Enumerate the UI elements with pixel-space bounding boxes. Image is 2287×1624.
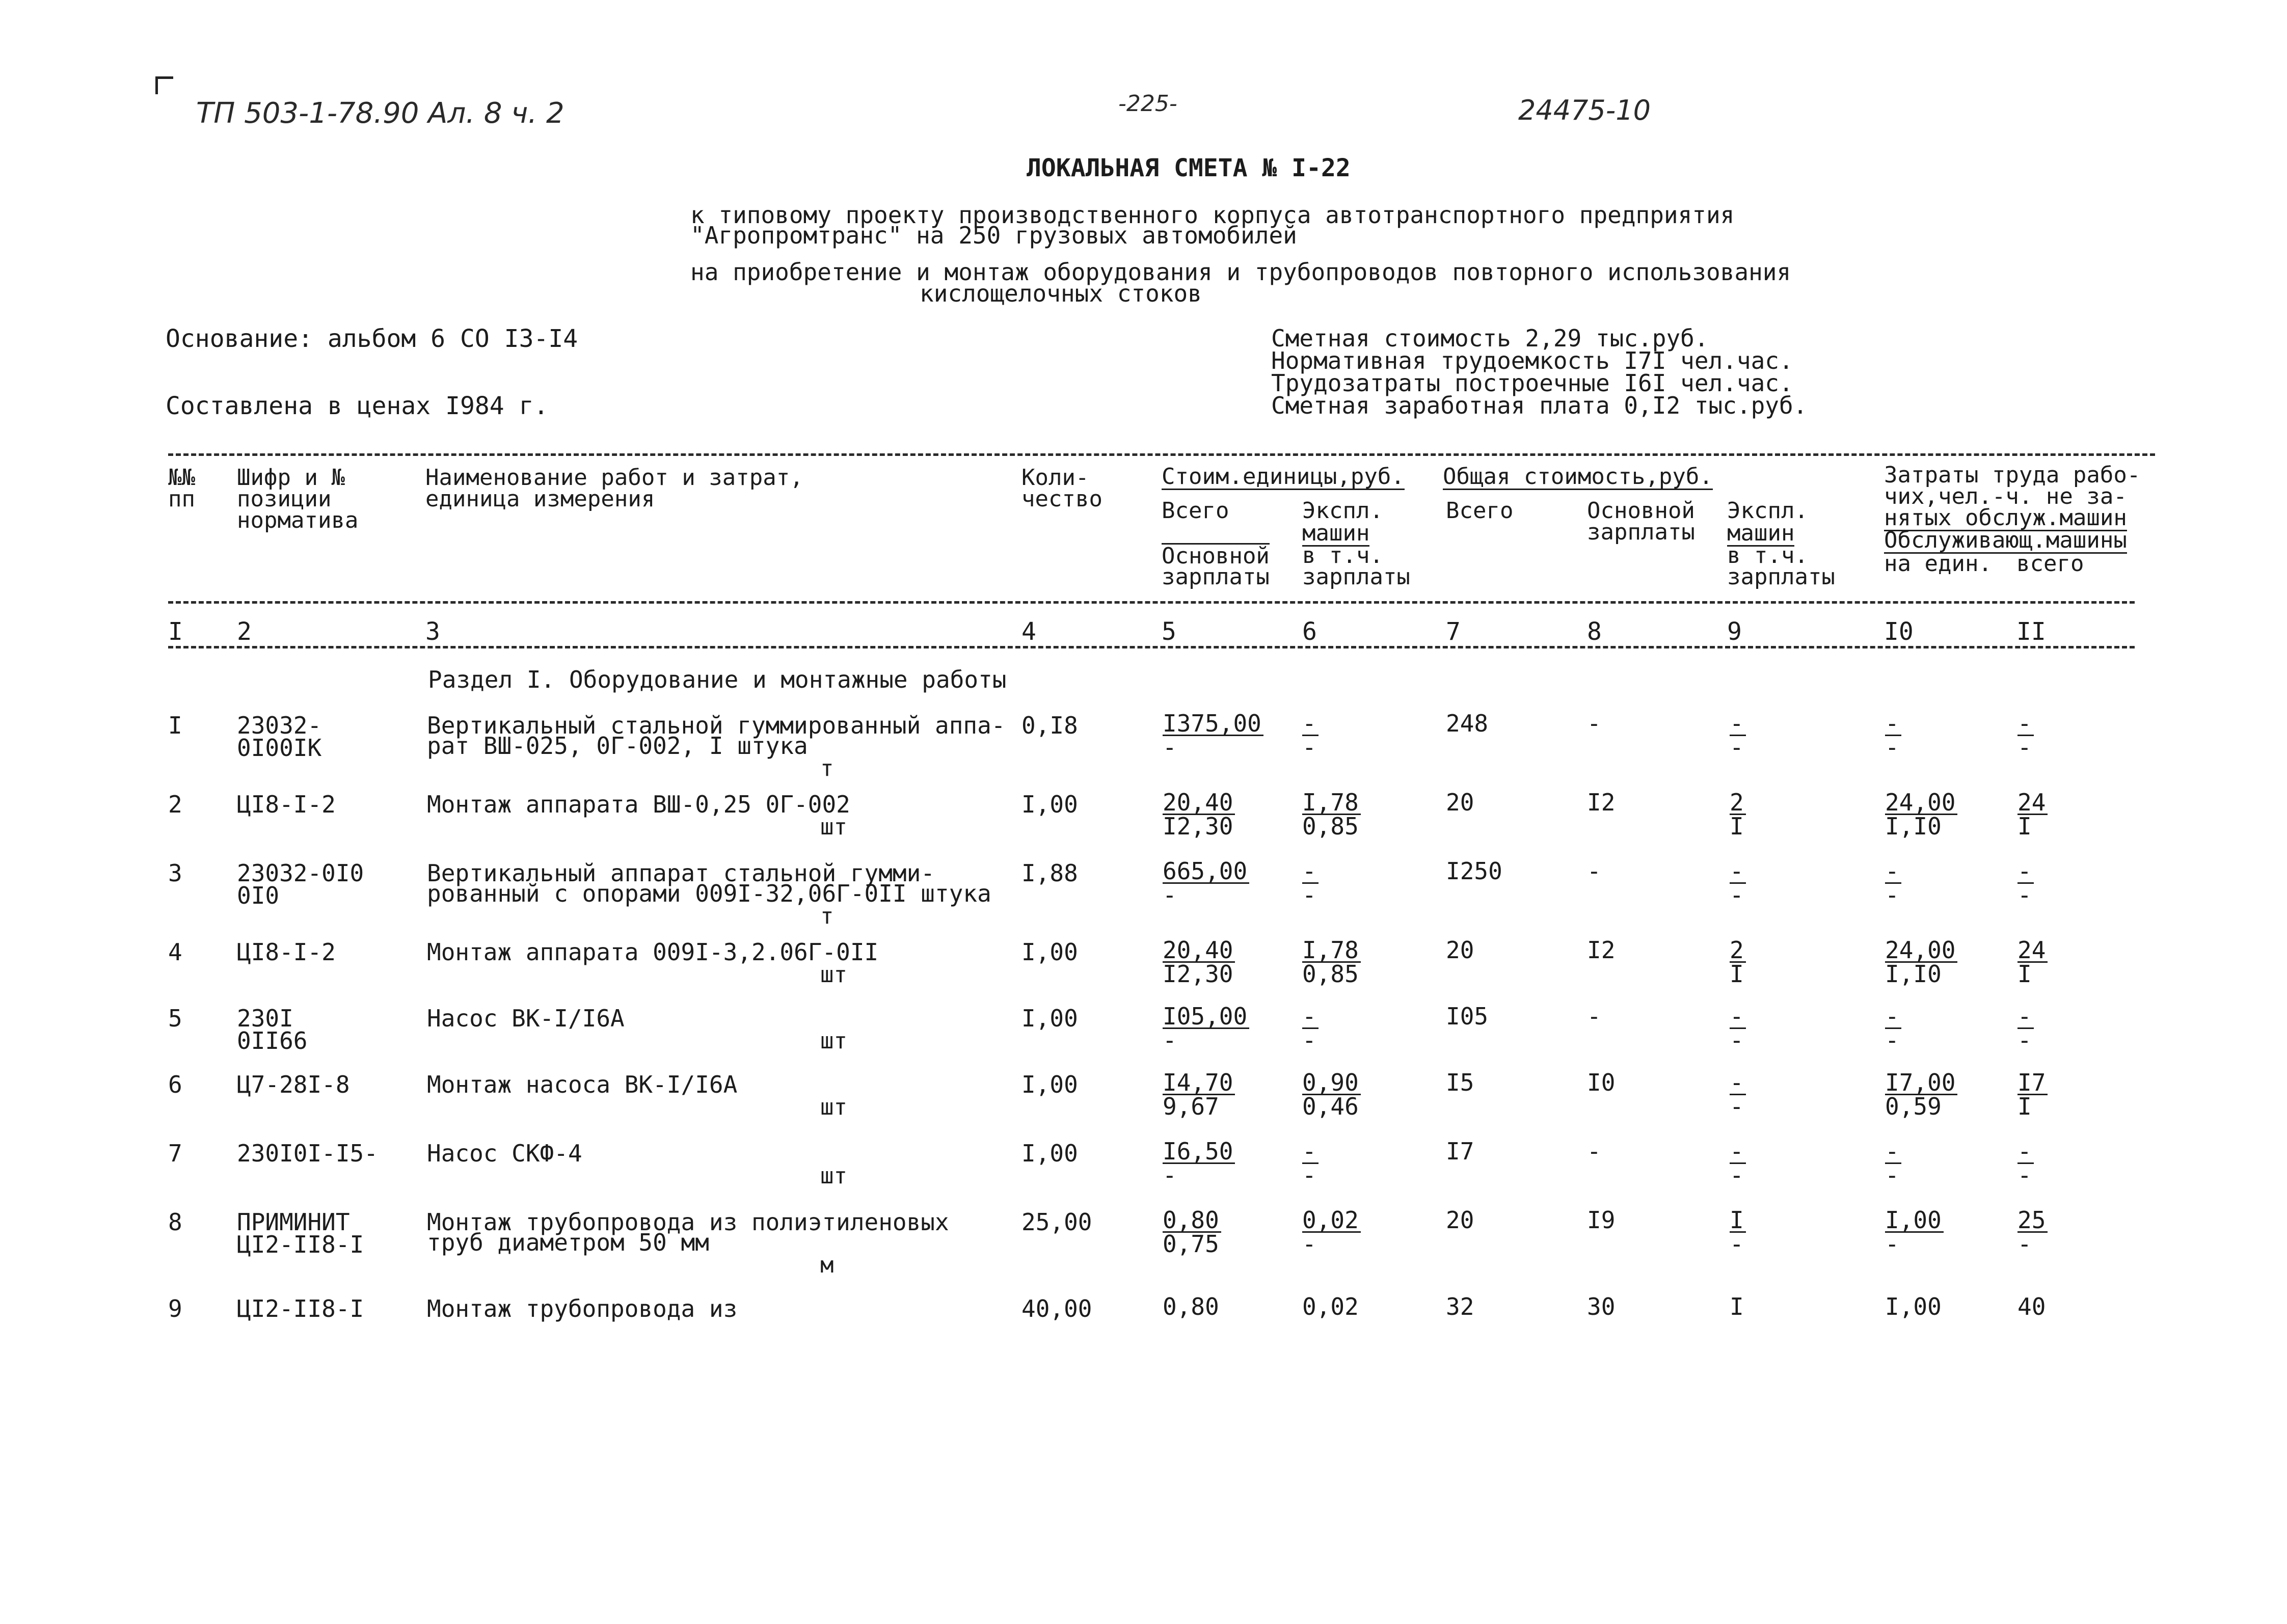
row-5-total: I05 bbox=[1446, 1003, 1489, 1030]
row-2-machines-cost-top: I,78 bbox=[1302, 791, 1361, 815]
row-2-unit-cost-top: 20,40 bbox=[1163, 791, 1235, 815]
row-5-labor-total-top: - bbox=[2017, 1005, 2034, 1029]
row-6-labor-total-top: I7 bbox=[2017, 1071, 2048, 1095]
basis-foundation: Основание: альбом 6 СО I3-I4 bbox=[166, 324, 578, 353]
header-qty-2: чество bbox=[1021, 486, 1102, 512]
col-number-1: I bbox=[168, 617, 183, 646]
col-number-5: 5 bbox=[1162, 617, 1176, 646]
row-1-machines-total-top: - bbox=[1730, 712, 1746, 736]
row-6-labor-unit bbox=[1885, 1071, 1957, 1118]
row-8-unit-cost-top: 0,80 bbox=[1163, 1209, 1221, 1233]
col-number-4: 4 bbox=[1021, 617, 1036, 646]
row-9-labor-total bbox=[2017, 1295, 2048, 1318]
row-8-qty: 25,00 bbox=[1021, 1208, 1092, 1236]
row-7-code-1: 230I0I-I5- bbox=[237, 1140, 378, 1167]
row-2-labor-unit-bottom: I,I0 bbox=[1885, 813, 1942, 840]
header-labor-2: чих,чел.-ч. не за- bbox=[1884, 483, 2127, 509]
row-4-total: 20 bbox=[1446, 936, 1474, 964]
row-8-code-2: ЦI2-II8-I bbox=[237, 1231, 364, 1258]
row-8-labor-unit-bottom: - bbox=[1885, 1230, 1899, 1258]
row-6-unit-cost bbox=[1163, 1071, 1235, 1118]
row-3-machines-cost-top: - bbox=[1302, 860, 1319, 884]
header-labor-4: Обслуживающ.машины bbox=[1884, 527, 2127, 553]
row-3-code-2: 0I0 bbox=[237, 882, 280, 909]
row-9-qty: 40,00 bbox=[1021, 1295, 1092, 1322]
row-8-unit-cost-bottom: 0,75 bbox=[1163, 1230, 1219, 1258]
row-7-name-1: Насос СКФ-4 bbox=[427, 1140, 582, 1167]
row-5-machines-cost-bottom: - bbox=[1302, 1026, 1316, 1054]
row-2-unit: шт bbox=[820, 814, 847, 840]
row-6-unit-cost-bottom: 9,67 bbox=[1163, 1093, 1219, 1120]
col-number-7: 7 bbox=[1446, 617, 1461, 646]
col-number-3: 3 bbox=[425, 617, 440, 646]
col-number-2: 2 bbox=[237, 617, 252, 646]
row-8-name-2: труб диаметром 50 мм bbox=[427, 1229, 709, 1256]
row-9-wages: 30 bbox=[1587, 1293, 1616, 1320]
doc-number: ТП 503-1-78.90 Ал. 8 ч. 2 bbox=[196, 97, 564, 130]
row-1-number: I bbox=[168, 712, 182, 739]
row-9-machines-cost-top: 0,02 bbox=[1302, 1293, 1359, 1320]
summary-construction-labor: Трудозатраты построечные I6I чел.час. bbox=[1271, 369, 1793, 397]
row-3-machines-total-bottom: - bbox=[1730, 881, 1744, 909]
title-line-2: "Агропромтранс" на 250 грузовых автомобилей bbox=[690, 222, 1297, 249]
row-6-code-1: Ц7-28I-8 bbox=[237, 1071, 350, 1098]
header-c7: Всего bbox=[1446, 498, 1514, 524]
row-5-labor-total bbox=[2017, 1003, 2034, 1054]
row-6-unit-cost-top: I4,70 bbox=[1163, 1071, 1235, 1095]
header-name-1: Наименование работ и затрат, bbox=[425, 465, 803, 491]
header-c9-1: Экспл. bbox=[1727, 498, 1808, 524]
header-unit-cost: Стоим.единицы,руб. bbox=[1162, 464, 1405, 490]
title-line-1: к типовому проекту производственного корпуса автотранспортного предприятия bbox=[690, 201, 1735, 229]
row-8-unit-cost bbox=[1163, 1206, 1221, 1258]
header-total-cost: Общая стоимость,руб. bbox=[1443, 464, 1713, 490]
row-7-machines-cost bbox=[1302, 1138, 1319, 1189]
row-3-wages: - bbox=[1587, 857, 1601, 885]
row-9-machines-total bbox=[1730, 1295, 1746, 1318]
row-5-code-2: 0II66 bbox=[237, 1027, 308, 1054]
row-3-machines-total bbox=[1730, 857, 1746, 909]
row-8-name-1: Монтаж трубопровода из полиэтиленовых bbox=[427, 1208, 949, 1236]
row-8-machines-cost-bottom: - bbox=[1302, 1230, 1316, 1258]
row-4-unit-cost-bottom: I2,30 bbox=[1163, 960, 1233, 988]
row-2-code-1: ЦI8-I-2 bbox=[237, 791, 336, 818]
row-3-unit-cost bbox=[1163, 857, 1249, 909]
row-7-machines-cost-top: - bbox=[1302, 1140, 1319, 1164]
row-3-unit: т bbox=[820, 903, 834, 929]
header-c9-2: машин bbox=[1727, 520, 1795, 546]
row-2-machines-total bbox=[1730, 789, 1746, 840]
document-title: ЛОКАЛЬНАЯ СМЕТА № I-22 bbox=[1027, 154, 1351, 182]
row-9-labor-unit-top: I,00 bbox=[1885, 1293, 1942, 1320]
row-8-total: 20 bbox=[1446, 1206, 1474, 1234]
header-num-2: пп bbox=[168, 486, 195, 512]
row-8-wages: I9 bbox=[1587, 1206, 1616, 1234]
row-4-qty: I,00 bbox=[1021, 938, 1078, 966]
row-3-total: I250 bbox=[1446, 857, 1502, 885]
row-8-machines-total-bottom: - bbox=[1730, 1230, 1744, 1258]
row-1-code-2: 0I00IK bbox=[237, 734, 322, 762]
row-7-labor-unit-bottom: - bbox=[1885, 1161, 1899, 1189]
row-3-labor-total-top: - bbox=[2017, 860, 2034, 884]
row-7-total: I7 bbox=[1446, 1138, 1474, 1165]
row-9-machines-total-top: I bbox=[1730, 1293, 1744, 1320]
row-1-labor-total-top: - bbox=[2017, 712, 2034, 736]
row-5-number: 5 bbox=[168, 1005, 182, 1032]
row-8-labor-unit bbox=[1885, 1206, 1944, 1258]
row-5-name-1: Насос ВК-I/I6А bbox=[427, 1005, 625, 1032]
row-1-unit-cost bbox=[1163, 712, 1263, 759]
row-3-machines-cost-bottom: - bbox=[1302, 881, 1316, 909]
row-9-machines-cost bbox=[1302, 1295, 1361, 1318]
col-number-9: 9 bbox=[1727, 617, 1742, 646]
row-2-labor-unit bbox=[1885, 789, 1957, 840]
row-1-name-2: рат ВШ-025, 0Г-002, I штука bbox=[427, 732, 808, 760]
row-4-unit-cost-top: 20,40 bbox=[1163, 939, 1235, 963]
row-9-unit-cost bbox=[1163, 1295, 1221, 1318]
row-5-machines-total bbox=[1730, 1003, 1746, 1054]
row-4-number: 4 bbox=[168, 938, 182, 966]
row-8-machines-cost-top: 0,02 bbox=[1302, 1209, 1361, 1233]
row-4-labor-unit bbox=[1885, 936, 1957, 988]
row-3-labor-unit bbox=[1885, 857, 1901, 909]
row-5-wages: - bbox=[1587, 1003, 1601, 1030]
row-8-number: 8 bbox=[168, 1208, 182, 1236]
header-c6-3: в т.ч. bbox=[1302, 543, 1383, 569]
header-labor-3: нятых обслуж.машин bbox=[1884, 505, 2127, 531]
row-7-machines-cost-bottom: - bbox=[1302, 1161, 1316, 1189]
header-c5-3: зарплаты bbox=[1162, 564, 1270, 590]
header-c9-4: зарплаты bbox=[1727, 564, 1835, 590]
row-2-labor-unit-top: 24,00 bbox=[1885, 791, 1957, 815]
summary-cost: Сметная стоимость 2,29 тыс.руб. bbox=[1271, 324, 1709, 352]
row-9-code-1: ЦI2-II8-I bbox=[237, 1295, 364, 1322]
row-3-labor-total-bottom: - bbox=[2017, 881, 2032, 909]
corner-mark bbox=[155, 76, 173, 94]
header-code-3: норматива bbox=[237, 507, 359, 533]
row-7-labor-unit bbox=[1885, 1138, 1901, 1189]
header-name-2: единица измерения bbox=[425, 486, 655, 512]
col-number-11: II bbox=[2016, 617, 2046, 646]
row-2-machines-cost-bottom: 0,85 bbox=[1302, 813, 1359, 840]
row-3-name-2: рованный с опорами 009I-32,06Г-0II штука bbox=[427, 880, 991, 907]
row-3-machines-total-top: - bbox=[1730, 860, 1746, 884]
header-c8-2: зарплаты bbox=[1587, 519, 1695, 545]
header-c8-1: Основной bbox=[1587, 498, 1695, 524]
row-4-wages: I2 bbox=[1587, 936, 1616, 964]
header-c6-4: зарплаты bbox=[1302, 564, 1410, 590]
row-3-labor-unit-bottom: - bbox=[1885, 881, 1899, 909]
row-6-labor-total-bottom: I bbox=[2017, 1093, 2032, 1120]
row-5-code-1: 230I bbox=[237, 1005, 293, 1032]
row-4-machines-cost-bottom: 0,85 bbox=[1302, 960, 1359, 988]
row-8-unit: м bbox=[820, 1252, 834, 1278]
row-1-code-1: 23032- bbox=[237, 712, 322, 739]
row-1-labor-unit bbox=[1885, 712, 1901, 759]
row-6-wages: I0 bbox=[1587, 1069, 1616, 1096]
row-6-machines-total bbox=[1730, 1071, 1746, 1118]
header-c5-2: Основной bbox=[1162, 543, 1270, 569]
row-6-machines-cost bbox=[1302, 1071, 1361, 1118]
row-9-labor-unit bbox=[1885, 1295, 1944, 1318]
header-c6-2: машин bbox=[1302, 520, 1370, 546]
row-8-code-1: ПРИМИНИТ bbox=[237, 1208, 350, 1236]
row-6-machines-cost-bottom: 0,46 bbox=[1302, 1093, 1359, 1120]
row-9-number: 9 bbox=[168, 1295, 182, 1322]
row-8-labor-total-top: 25 bbox=[2017, 1209, 2048, 1233]
row-2-number: 2 bbox=[168, 791, 182, 818]
row-7-labor-total-bottom: - bbox=[2017, 1161, 2032, 1189]
row-5-machines-cost bbox=[1302, 1003, 1319, 1054]
row-8-labor-total bbox=[2017, 1206, 2048, 1258]
row-4-code-1: ЦI8-I-2 bbox=[237, 938, 336, 966]
row-4-labor-total-top: 24 bbox=[2017, 939, 2048, 963]
row-7-machines-total-top: - bbox=[1730, 1140, 1746, 1164]
row-2-qty: I,00 bbox=[1021, 791, 1078, 818]
row-6-labor-total bbox=[2017, 1071, 2048, 1118]
row-4-name-1: Монтаж аппарата 009I-3,2.06Г-0II bbox=[427, 938, 879, 966]
row-9-labor-total-top: 40 bbox=[2017, 1293, 2046, 1320]
row-4-unit-cost bbox=[1163, 936, 1235, 988]
row-6-qty: I,00 bbox=[1021, 1071, 1078, 1098]
row-1-wages: - bbox=[1587, 710, 1601, 737]
row-5-machines-total-bottom: - bbox=[1730, 1026, 1744, 1054]
row-5-unit-cost-bottom: - bbox=[1163, 1026, 1177, 1054]
row-8-labor-total-bottom: - bbox=[2017, 1230, 2032, 1258]
header-bottom-rule bbox=[168, 601, 2135, 604]
row-1-labor-unit-top: - bbox=[1885, 712, 1901, 736]
row-4-machines-cost-top: I,78 bbox=[1302, 939, 1361, 963]
row-1-qty: 0,I8 bbox=[1021, 712, 1078, 739]
table-top-rule bbox=[168, 453, 2155, 456]
row-4-machines-total-top: 2 bbox=[1730, 939, 1746, 963]
archive-number: 24475-10 bbox=[1518, 94, 1651, 126]
row-4-labor-total bbox=[2017, 936, 2048, 988]
row-4-labor-total-bottom: I bbox=[2017, 960, 2032, 988]
header-labor-unit: на един. bbox=[1884, 551, 1992, 577]
row-1-labor-total bbox=[2017, 712, 2034, 759]
col-number-6: 6 bbox=[1302, 617, 1317, 646]
row-2-total: 20 bbox=[1446, 789, 1474, 816]
row-6-machines-total-top: - bbox=[1730, 1071, 1746, 1095]
row-8-labor-unit-top: I,00 bbox=[1885, 1209, 1944, 1233]
row-1-labor-total-bottom: - bbox=[2017, 734, 2032, 761]
title-line-3: на приобретение и монтаж оборудования и трубопроводов повторного использования bbox=[690, 258, 1791, 286]
row-1-machines-total-bottom: - bbox=[1730, 734, 1744, 761]
summary-labor: Нормативная трудоемкость I7I чел.час. bbox=[1271, 347, 1793, 374]
row-6-machines-total-bottom: - bbox=[1730, 1093, 1744, 1120]
section-title: Раздел I. Оборудование и монтажные работы bbox=[428, 666, 1007, 693]
row-6-total: I5 bbox=[1446, 1069, 1474, 1096]
col-number-8: 8 bbox=[1587, 617, 1602, 646]
row-3-number: 3 bbox=[168, 859, 182, 887]
row-7-labor-total bbox=[2017, 1138, 2034, 1189]
row-3-name-1: Вертикальный аппарат стальной гумми- bbox=[427, 859, 935, 887]
row-7-unit-cost-bottom: - bbox=[1163, 1161, 1177, 1189]
row-7-unit-cost-top: I6,50 bbox=[1163, 1140, 1235, 1164]
header-labor-1: Затраты труда рабо- bbox=[1884, 462, 2141, 488]
row-5-unit-cost bbox=[1163, 1003, 1249, 1054]
row-6-labor-unit-top: I7,00 bbox=[1885, 1071, 1957, 1095]
row-5-labor-unit-top: - bbox=[1885, 1005, 1901, 1029]
row-5-machines-cost-top: - bbox=[1302, 1005, 1319, 1029]
row-6-labor-unit-bottom: 0,59 bbox=[1885, 1093, 1942, 1120]
header-c6-1: Экспл. bbox=[1302, 498, 1383, 524]
row-2-wages: I2 bbox=[1587, 789, 1616, 816]
header-c5-1: Всего bbox=[1162, 498, 1229, 524]
row-7-labor-unit-top: - bbox=[1885, 1140, 1901, 1164]
row-5-labor-unit-bottom: - bbox=[1885, 1026, 1899, 1054]
row-1-unit-cost-top: I375,00 bbox=[1163, 712, 1263, 736]
row-5-machines-total-top: - bbox=[1730, 1005, 1746, 1029]
row-1-name-1: Вертикальный стальной гуммированный аппа- bbox=[427, 712, 1006, 739]
row-2-machines-cost bbox=[1302, 789, 1361, 840]
row-1-total: 248 bbox=[1446, 710, 1489, 737]
header-num-1: №№ bbox=[168, 465, 195, 491]
row-3-labor-unit-top: - bbox=[1885, 860, 1901, 884]
row-5-labor-total-bottom: - bbox=[2017, 1026, 2032, 1054]
row-7-machines-total-bottom: - bbox=[1730, 1161, 1744, 1189]
row-9-name-1: Монтаж трубопровода из bbox=[427, 1295, 738, 1322]
summary-wages: Сметная заработная плата 0,I2 тыс.руб. bbox=[1271, 392, 1808, 419]
row-4-labor-unit-bottom: I,I0 bbox=[1885, 960, 1942, 988]
column-numbers-rule bbox=[168, 646, 2135, 648]
row-1-unit: т bbox=[820, 755, 834, 781]
row-2-name-1: Монтаж аппарата ВШ-0,25 0Г-002 bbox=[427, 791, 850, 818]
page-number: -225- bbox=[1118, 91, 1177, 117]
row-7-wages: - bbox=[1587, 1138, 1601, 1165]
row-2-labor-total-top: 24 bbox=[2017, 791, 2048, 815]
row-7-machines-total bbox=[1730, 1138, 1746, 1189]
row-1-machines-cost-top: - bbox=[1302, 712, 1319, 736]
row-3-unit-cost-top: 665,00 bbox=[1163, 860, 1249, 884]
title-line-4: кислощелочных стоков bbox=[920, 280, 1202, 307]
row-2-machines-total-top: 2 bbox=[1730, 791, 1746, 815]
row-6-number: 6 bbox=[168, 1071, 182, 1098]
row-5-unit: шт bbox=[820, 1028, 847, 1054]
row-7-unit: шт bbox=[820, 1163, 847, 1189]
row-6-unit: шт bbox=[820, 1094, 847, 1120]
row-3-machines-cost bbox=[1302, 857, 1319, 909]
row-3-labor-total bbox=[2017, 857, 2034, 909]
basis-prices: Составлена в ценах I984 г. bbox=[166, 392, 549, 420]
row-4-labor-unit-top: 24,00 bbox=[1885, 939, 1957, 963]
row-7-labor-total-top: - bbox=[2017, 1140, 2034, 1164]
row-6-machines-cost-top: 0,90 bbox=[1302, 1071, 1361, 1095]
header-c9-3: в т.ч. bbox=[1727, 543, 1808, 569]
header-code-1: Шифр и № bbox=[237, 465, 345, 491]
row-7-number: 7 bbox=[168, 1140, 182, 1167]
row-2-labor-total-bottom: I bbox=[2017, 813, 2032, 840]
row-9-total: 32 bbox=[1446, 1293, 1474, 1320]
row-9-unit-cost-top: 0,80 bbox=[1163, 1293, 1219, 1320]
row-1-machines-total bbox=[1730, 712, 1746, 759]
row-3-qty: I,88 bbox=[1021, 859, 1078, 887]
row-8-machines-total-top: I bbox=[1730, 1209, 1746, 1233]
row-7-unit-cost bbox=[1163, 1138, 1235, 1189]
row-8-machines-cost bbox=[1302, 1206, 1361, 1258]
row-5-unit-cost-top: I05,00 bbox=[1163, 1005, 1249, 1029]
row-7-qty: I,00 bbox=[1021, 1140, 1078, 1167]
header-labor-total: всего bbox=[2016, 551, 2084, 577]
row-1-machines-cost bbox=[1302, 712, 1319, 759]
row-3-code-1: 23032-0I0 bbox=[237, 859, 364, 887]
header-qty-1: Коли- bbox=[1021, 465, 1089, 491]
row-2-unit-cost bbox=[1163, 789, 1235, 840]
header-code-2: позиции bbox=[237, 486, 332, 512]
row-2-machines-total-bottom: I bbox=[1730, 813, 1744, 840]
row-4-machines-total-bottom: I bbox=[1730, 960, 1744, 988]
col-number-10: I0 bbox=[1884, 617, 1914, 646]
row-4-machines-total bbox=[1730, 936, 1746, 988]
row-5-qty: I,00 bbox=[1021, 1005, 1078, 1032]
row-5-labor-unit bbox=[1885, 1003, 1901, 1054]
row-3-unit-cost-bottom: - bbox=[1163, 881, 1177, 909]
row-2-labor-total bbox=[2017, 789, 2048, 840]
row-6-name-1: Монтаж насоса ВК-I/I6А bbox=[427, 1071, 738, 1098]
row-1-machines-cost-bottom: - bbox=[1302, 734, 1316, 761]
row-4-machines-cost bbox=[1302, 936, 1361, 988]
row-1-labor-unit-bottom: - bbox=[1885, 734, 1899, 761]
row-2-unit-cost-bottom: I2,30 bbox=[1163, 813, 1233, 840]
row-4-unit: шт bbox=[820, 962, 847, 988]
row-8-machines-total bbox=[1730, 1206, 1746, 1258]
row-1-unit-cost-bottom: - bbox=[1163, 734, 1177, 761]
